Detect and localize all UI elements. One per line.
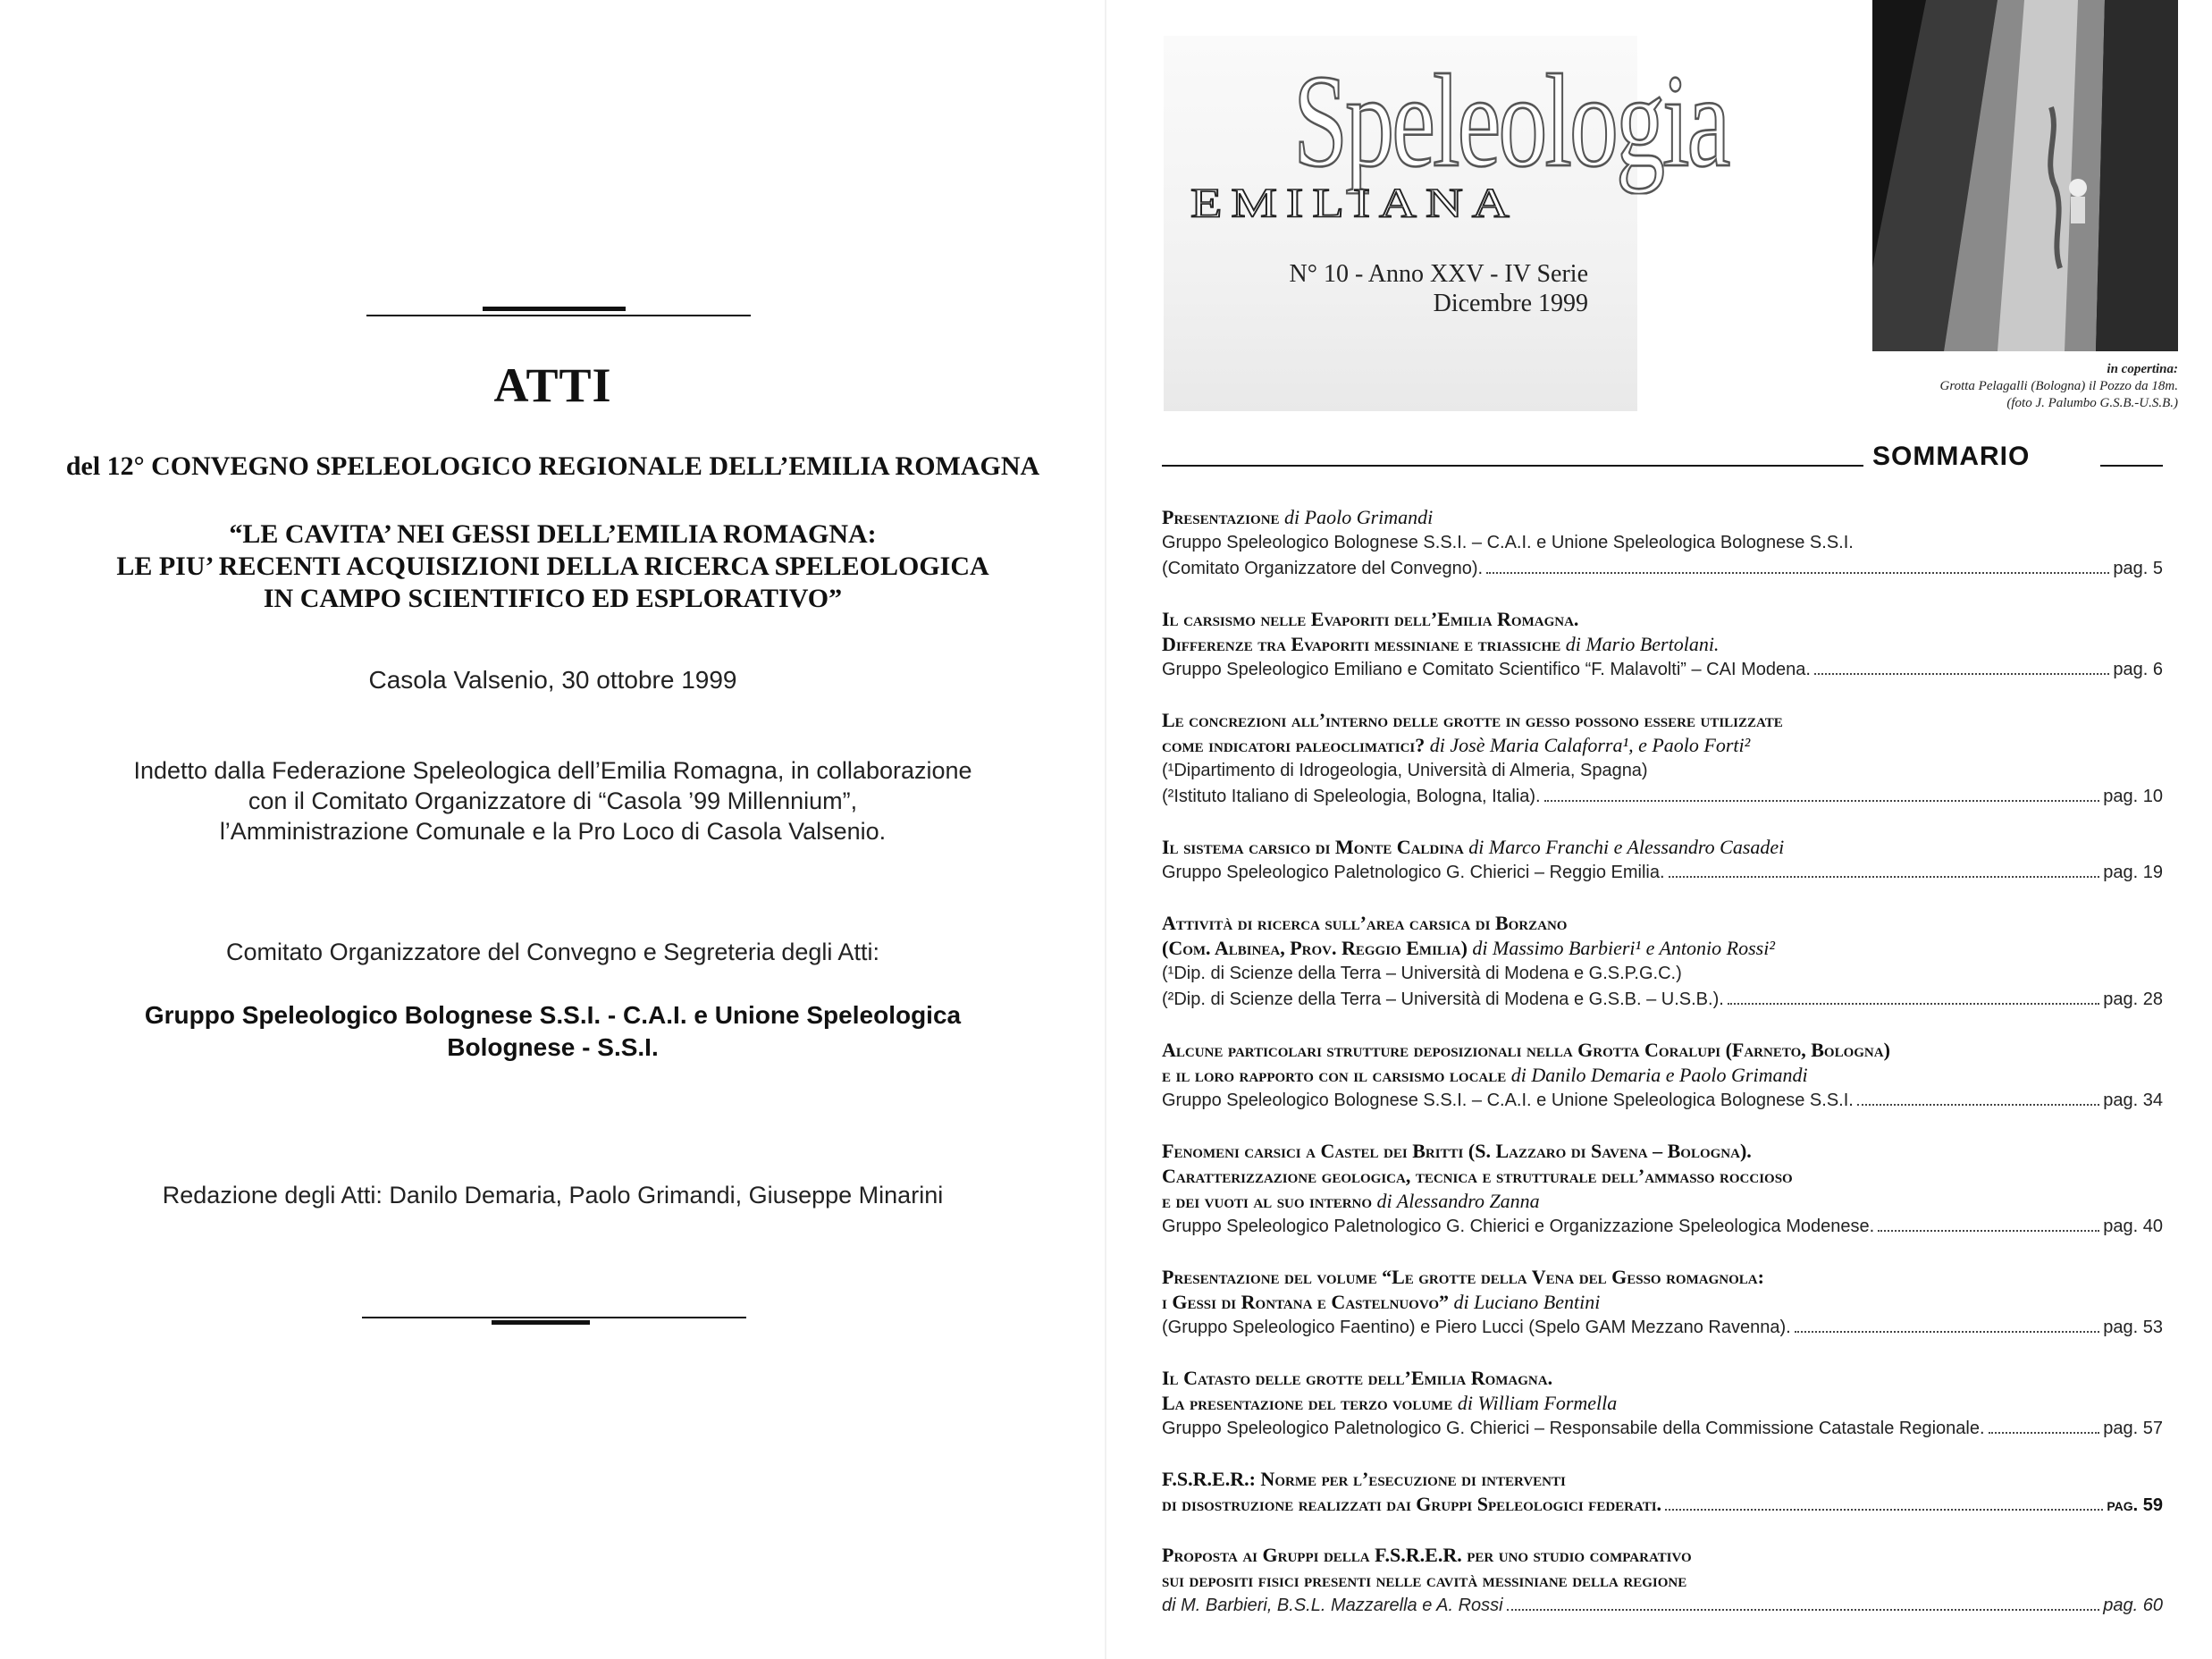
leader-dots bbox=[1544, 800, 2100, 802]
toc-entry-leader-line bbox=[1162, 784, 2163, 810]
toc-entry-leader-line bbox=[1162, 860, 2163, 886]
toc-title-text: Presentazione bbox=[1162, 506, 1280, 528]
toc-entry-source: (²Istituto Italiano di Speleologia, Bologna, Italia). bbox=[1162, 787, 1541, 806]
toc-entry-leader-line bbox=[1162, 987, 2163, 1013]
toc-entry-page: pag. 6 bbox=[2113, 660, 2163, 679]
toc-entry-title bbox=[1162, 733, 2163, 758]
caption-line: (foto J. Palumbo G.S.B.-U.S.B.) bbox=[2006, 396, 2178, 410]
toc-entry-title bbox=[1162, 1290, 2163, 1315]
toc-entry-title bbox=[1162, 607, 2163, 632]
toc-entry-title bbox=[1162, 1038, 2163, 1063]
cover-caption bbox=[1939, 361, 2178, 412]
toc-entry-page: pag. 57 bbox=[2103, 1419, 2163, 1438]
issue-number: N° 10 - Anno XXV - IV Serie bbox=[1289, 260, 1588, 288]
toc-title-text: Attività di ricerca sull’area carsica di Borzano bbox=[1162, 912, 1568, 934]
toc-entry-author: di Paolo Grimandi bbox=[1284, 506, 1434, 528]
toc-entry-title bbox=[1162, 505, 2163, 530]
tema-block bbox=[0, 518, 1106, 615]
masthead-title: Speleologia bbox=[1293, 46, 1728, 195]
toc-entry-affiliation: Gruppo Speleologico Bolognese S.S.I. – C.A.I. e Unione Speleologica Bolognese S.S.I. bbox=[1162, 533, 1854, 552]
toc-entry-title bbox=[1162, 1063, 2163, 1088]
sommario-rule-right bbox=[2100, 465, 2163, 467]
toc-entry-page: pag. 34 bbox=[2103, 1091, 2163, 1110]
toc-entry-title bbox=[1162, 1391, 2163, 1416]
indetto-line: Indetto dalla Federazione Speleologica dell’Emilia Romagna, in collaborazione bbox=[133, 757, 972, 784]
toc-entry[interactable] bbox=[1162, 1366, 2163, 1442]
toc-entry-source: Gruppo Speleologico Emiliano e Comitato Scientifico “F. Malavolti” – CAI Modena. bbox=[1162, 660, 1811, 679]
toc-entry[interactable] bbox=[1162, 505, 2163, 582]
toc-entry-leader-line bbox=[1162, 1492, 2163, 1518]
toc-entry-title bbox=[1162, 1543, 2163, 1568]
toc-entry-author: di William Formella bbox=[1457, 1392, 1618, 1414]
toc-entry[interactable] bbox=[1162, 1543, 2163, 1619]
toc-entry-leader-line bbox=[1162, 1088, 2163, 1114]
toc-title-text: Il carsismo nelle Evaporiti dell’Emilia Romagna. bbox=[1162, 608, 1579, 630]
bottom-rule-accent bbox=[492, 1320, 590, 1325]
toc-entry-leader-line bbox=[1162, 1416, 2163, 1442]
toc-entry-leader-line bbox=[1162, 556, 2163, 582]
luogo-data: Casola Valsenio, 30 ottobre 1999 bbox=[368, 666, 737, 694]
cave-shaft-image bbox=[1872, 0, 2178, 351]
toc-entry-page: pag. 10 bbox=[2103, 787, 2163, 806]
toc-entry[interactable] bbox=[1162, 1467, 2163, 1518]
toc-entry-author: di Massimo Barbieri¹ e Antonio Rossi² bbox=[1472, 937, 1775, 959]
toc-title-text: Presentazione del volume “Le grotte della Vena del Gesso romagnola: bbox=[1162, 1266, 1764, 1288]
toc-entry-page: pag. 28 bbox=[2103, 990, 2163, 1009]
toc-entry-title bbox=[1162, 1189, 2163, 1214]
issue-info bbox=[1290, 259, 1588, 318]
toc-title-text: e dei vuoti al suo interno bbox=[1162, 1190, 1373, 1212]
toc-entry-source: Gruppo Speleologico Paletnologico G. Chierici e Organizzazione Speleologica Modenese. bbox=[1162, 1217, 1875, 1236]
toc-title-text: Le concrezioni all’interno delle grotte in gesso possono essere utilizzate bbox=[1162, 709, 1783, 731]
masthead bbox=[1164, 36, 1728, 411]
toc-entry-author: di Marco Franchi e Alessandro Casadei bbox=[1468, 836, 1785, 858]
toc-entry-title bbox=[1162, 936, 2163, 961]
toc-entry-page: pag. 59 bbox=[2107, 1495, 2163, 1515]
toc-title-text: F.S.R.E.R.: Norme per l’esecuzione di interventi bbox=[1162, 1468, 1566, 1490]
cover-photo bbox=[1872, 0, 2178, 351]
leader-dots bbox=[1814, 673, 2109, 675]
toc-entry[interactable] bbox=[1162, 911, 2163, 1013]
tema-line: LE PIU’ RECENTI ACQUISIZIONI DELLA RICERCA SPELEOLOGICA bbox=[116, 552, 989, 581]
toc-title-text: Il sistema carsico di Monte Caldina bbox=[1162, 836, 1464, 858]
toc-title-text: (Com. Albinea, Prov. Reggio Emilia) bbox=[1162, 937, 1468, 959]
toc-entry[interactable] bbox=[1162, 607, 2163, 683]
convegno-heading: del 12° CONVEGNO SPELEOLOGICO REGIONALE DELL’EMILIA ROMAGNA bbox=[65, 451, 1040, 481]
toc-entry-page: pag. 19 bbox=[2103, 863, 2163, 882]
toc-entry-title bbox=[1162, 1139, 2163, 1164]
top-rule bbox=[366, 315, 751, 316]
indetto-block bbox=[0, 755, 1106, 846]
comitato-label: Comitato Organizzatore del Convegno e Segreteria degli Atti: bbox=[226, 939, 879, 965]
comitato-line: Gruppo Speleologico Bolognese S.S.I. - C.A.I. e Unione Speleologica bbox=[144, 1001, 962, 1029]
sommario-heading: SOMMARIO bbox=[1872, 442, 2031, 471]
masthead-subtitle: EMILIANA bbox=[1190, 179, 1518, 226]
table-of-contents bbox=[1162, 505, 2163, 1644]
toc-title-text: sui depositi fisici presenti nelle cavità messiniane della regione bbox=[1162, 1569, 1687, 1591]
leader-dots bbox=[1665, 1509, 2103, 1511]
toc-entry-author: di Josè Maria Calaforra¹, e Paolo Forti² bbox=[1429, 734, 1751, 756]
toc-entry-leader-line bbox=[1162, 1214, 2163, 1240]
toc-title-text: i Gessi di Rontana e Castelnuovo” bbox=[1162, 1291, 1450, 1313]
caption-heading: in copertina: bbox=[2107, 362, 2178, 376]
toc-entry-title bbox=[1162, 1568, 2163, 1593]
toc-title-text: Alcune particolari strutture deposizionali nella Grotta Coralupi (Farneto, Bologna) bbox=[1162, 1039, 1890, 1061]
toc-entry-source: Gruppo Speleologico Bolognese S.S.I. – C.A.I. e Unione Speleologica Bolognese S.S.I. bbox=[1162, 1091, 1854, 1110]
toc-entry-title bbox=[1162, 708, 2163, 733]
toc-entry[interactable] bbox=[1162, 835, 2163, 886]
toc-title-text: Il Catasto delle grotte dell’Emilia Romagna. bbox=[1162, 1367, 1553, 1389]
toc-entry[interactable] bbox=[1162, 708, 2163, 810]
leader-dots bbox=[1989, 1432, 2100, 1434]
leader-dots bbox=[1669, 876, 2100, 878]
redazione: Redazione degli Atti: Danilo Demaria, Paolo Grimandi, Giuseppe Minarini bbox=[162, 1182, 944, 1208]
toc-entry-page: pag. 40 bbox=[2103, 1217, 2163, 1236]
toc-entry-source: (²Dip. di Scienze della Terra – Università di Modena e G.S.B. – U.S.B.). bbox=[1162, 990, 1724, 1009]
caption-line: Grotta Pelagalli (Bologna) il Pozzo da 18m. bbox=[1939, 379, 2178, 393]
top-rule-accent bbox=[483, 307, 626, 311]
leader-dots bbox=[1486, 572, 2109, 574]
toc-title-text: Differenze tra Evaporiti messiniane e triassiche bbox=[1162, 633, 1561, 655]
toc-entry-title bbox=[1162, 1164, 2163, 1189]
indetto-line: l’Amministrazione Comunale e la Pro Loco di Casola Valsenio. bbox=[219, 818, 887, 845]
toc-entry-source: di M. Barbieri, B.S.L. Mazzarella e A. Rossi bbox=[1162, 1596, 1503, 1615]
comitato-line: Bolognese - S.S.I. bbox=[447, 1033, 659, 1061]
toc-entry-author: di Danilo Demaria e Paolo Grimandi bbox=[1510, 1064, 1808, 1086]
toc-entry-page: pag. 60 bbox=[2103, 1596, 2163, 1615]
tema-line: IN CAMPO SCIENTIFICO ED ESPLORATIVO” bbox=[263, 584, 843, 613]
toc-entry-title bbox=[1162, 1467, 2163, 1492]
toc-entry-page: pag. 53 bbox=[2103, 1318, 2163, 1337]
tema-line: “LE CAVITA’ NEI GESSI DELL’EMILIA ROMAGNA: bbox=[229, 519, 877, 549]
toc-entry-source: di disostruzione realizzati dai Gruppi Speleologici federati. bbox=[1162, 1493, 1662, 1515]
indetto-line: con il Comitato Organizzatore di “Casola ’99 Millennium”, bbox=[248, 787, 858, 814]
toc-entry-author: di Mario Bertolani. bbox=[1565, 633, 1720, 655]
toc-title-text: La presentazione del terzo volume bbox=[1162, 1392, 1453, 1414]
sommario-rule-left bbox=[1162, 465, 1863, 467]
toc-title-text: Caratterizzazione geologica, tecnica e strutturale dell’ammasso roccioso bbox=[1162, 1165, 1793, 1187]
leader-dots bbox=[1728, 1003, 2099, 1005]
comitato-name bbox=[0, 999, 1106, 1064]
toc-entry-page: pag. 5 bbox=[2113, 559, 2163, 578]
toc-title-text: Proposta ai Gruppi della F.S.R.E.R. per uno studio comparativo bbox=[1162, 1544, 1692, 1566]
leader-dots bbox=[1795, 1331, 2100, 1333]
toc-entry[interactable] bbox=[1162, 1265, 2163, 1341]
toc-entry-title bbox=[1162, 911, 2163, 936]
toc-title-text: Fenomeni carsici a Castel dei Britti (S. Lazzaro di Savena – Bologna). bbox=[1162, 1140, 1752, 1162]
toc-entry-leader-line bbox=[1162, 1593, 2163, 1619]
leader-dots bbox=[1507, 1609, 2100, 1611]
right-page bbox=[1106, 0, 2212, 1659]
page-title: ATTI bbox=[493, 358, 612, 412]
toc-entry[interactable] bbox=[1162, 1038, 2163, 1114]
toc-entry-leader-line bbox=[1162, 657, 2163, 683]
toc-entry-affiliation: (¹Dip. di Scienze della Terra – Università di Modena e G.S.P.G.C.) bbox=[1162, 964, 1682, 983]
bottom-rule bbox=[362, 1317, 746, 1318]
toc-entry-source: Gruppo Speleologico Paletnologico G. Chierici – Responsabile della Commissione Catastale Regionale. bbox=[1162, 1419, 1985, 1438]
toc-entry-author: di Luciano Bentini bbox=[1453, 1291, 1601, 1313]
issue-date: Dicembre 1999 bbox=[1433, 290, 1588, 317]
toc-entry-title bbox=[1162, 1265, 2163, 1290]
toc-entry-title bbox=[1162, 835, 2163, 860]
leader-dots bbox=[1857, 1104, 2099, 1106]
toc-title-text: come indicatori paleoclimatici? bbox=[1162, 734, 1426, 756]
toc-entry-source: (Gruppo Speleologico Faentino) e Piero Lucci (Spelo GAM Mezzano Ravenna). bbox=[1162, 1318, 1791, 1337]
toc-entry-source: (Comitato Organizzatore del Convegno). bbox=[1162, 559, 1484, 578]
toc-title-text: e il loro rapporto con il carsismo locale bbox=[1162, 1064, 1507, 1086]
toc-entry-title bbox=[1162, 1366, 2163, 1391]
toc-entry-source: Gruppo Speleologico Paletnologico G. Chierici – Reggio Emilia. bbox=[1162, 863, 1665, 882]
toc-entry-affiliation: (¹Dipartimento di Idrogeologia, Università di Almeria, Spagna) bbox=[1162, 761, 1648, 780]
toc-entry-title bbox=[1162, 632, 2163, 657]
toc-entry[interactable] bbox=[1162, 1139, 2163, 1240]
toc-entry-author: di Alessandro Zanna bbox=[1376, 1190, 1540, 1212]
toc-entry-leader-line bbox=[1162, 1315, 2163, 1341]
leader-dots bbox=[1878, 1230, 2099, 1232]
